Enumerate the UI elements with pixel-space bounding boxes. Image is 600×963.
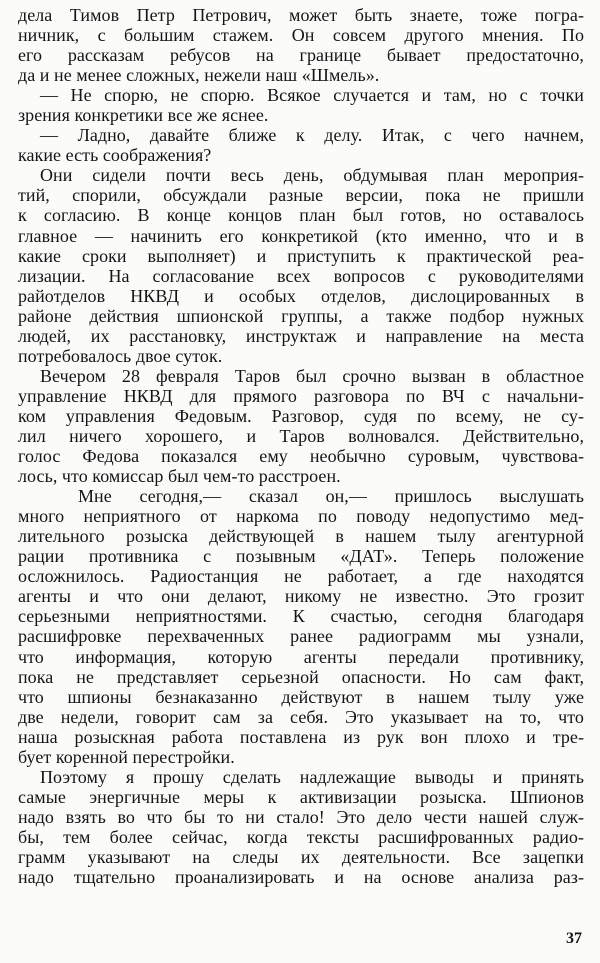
text-line: лось, что комиссар был чем-то расстроен. [18, 466, 341, 487]
text-line: главное — начинить его конкретикой (кто именно, что и в [18, 225, 584, 246]
text-line: лил ничего хорошего, и Таров волновался. Действительно, [18, 425, 584, 446]
text-line: зрения конкретики все же яснее. [18, 105, 269, 126]
text-line: пока не представляет серьезной опасности. Но сам факт, [18, 666, 584, 687]
text-line: надо взять во что бы то ни стало! Это дело чести нашей служ- [18, 806, 584, 827]
text-line: потребовалось двое суток. [18, 345, 223, 366]
text-line: осложнилось. Радиостанция не работает, а где находятся [18, 566, 584, 587]
text-line: серьезными неприятностями. К счастью, сегодня благодаря [18, 606, 584, 627]
text-line: людей, их расстановку, инструктаж и направление на места [18, 325, 584, 346]
text-line: — Не спорю, не спорю. Всякое случается и там, но с точки [40, 85, 584, 106]
text-line: — Ладно, давайте ближе к делу. Итак, с чего начнем, [40, 125, 584, 146]
text-line: его рассказам ребусов на границе бывает предостаточно, [18, 45, 584, 66]
text-line: наша розыскная работа поставлена из рук вон плохо и тре- [18, 726, 584, 747]
text-line: дела Тимов Петр Петрович, может быть знаете, тоже погра- [18, 5, 584, 25]
text-line: что шпионы безнаказанно действуют в нашем тылу уже [18, 686, 584, 707]
text-line: самые энергичные меры к активизации розыска. Шпионов [18, 786, 584, 807]
text-line: что информация, которую агенты передали противнику, [18, 646, 584, 667]
text-line: ком управления Федовым. Разговор, судя по всему, не су- [18, 405, 584, 426]
text-line: лительного розыска действующей в нашем тылу агентурной [18, 526, 584, 547]
text-line: какие сроки выполняет) и приступить к практической реа- [18, 245, 584, 266]
text-line: тий, спорили, обсуждали разные версии, пока не пришли [18, 185, 584, 206]
text-line: рации противника с позывным «ДАТ». Теперь положение [18, 546, 584, 567]
text-line: какие есть соображения? [18, 145, 212, 166]
text-line: ничник, с большим стажем. Он совсем другого мнения. По [18, 25, 584, 46]
text-line: районе действия шпионской группы, а также подбор нужных [18, 305, 584, 326]
text-line: Вечером 28 февраля Таров был срочно вызван в областное [40, 365, 584, 386]
page-number: 37 [566, 930, 582, 947]
text-line: Поэтому я прошу сделать надлежащие выводы и принять [40, 766, 584, 787]
text-line: да и не менее сложных, нежели наш «Шмель». [18, 65, 380, 86]
text-line: голос Федова показался ему необычно суровым, чувствова- [18, 446, 584, 467]
text-line: бы, тем более сейчас, когда тексты расшифрованных радио- [18, 826, 584, 847]
text-line: райотделов НКВД и особых отделов, дислоцированных в [18, 285, 584, 306]
text-line: Мне сегодня,— сказал он,— пришлось выслушать [78, 486, 584, 507]
text-line: грамм указывают на следы их деятельности. Все зацепки [18, 846, 584, 867]
text-line: управление НКВД для прямого разговора по ВЧ с начальни- [18, 385, 584, 406]
text-line: лизации. На согласование всех вопросов с руководителями [18, 265, 584, 286]
text-line: надо тщательно проанализировать и на основе анализа раз- [18, 867, 584, 888]
text-line: агенты и что они делают, никому не известно. Это грозит [18, 586, 584, 607]
text-line: расшифровке перехваченных ранее радиограмм мы узнали, [18, 626, 584, 647]
text-line: много неприятного от наркома по поводу недопустимо мед- [18, 506, 584, 527]
text-line: Они сидели почти весь день, обдумывая план мероприя- [40, 165, 584, 186]
body-text [18, 5, 584, 887]
text-line: бует коренной перестройки. [18, 746, 235, 767]
text-line: к согласию. В конце концов план был готов, но оставалось [18, 205, 584, 226]
text-line: две недели, говорит сам за себя. Это указывает на то, что [18, 706, 584, 727]
